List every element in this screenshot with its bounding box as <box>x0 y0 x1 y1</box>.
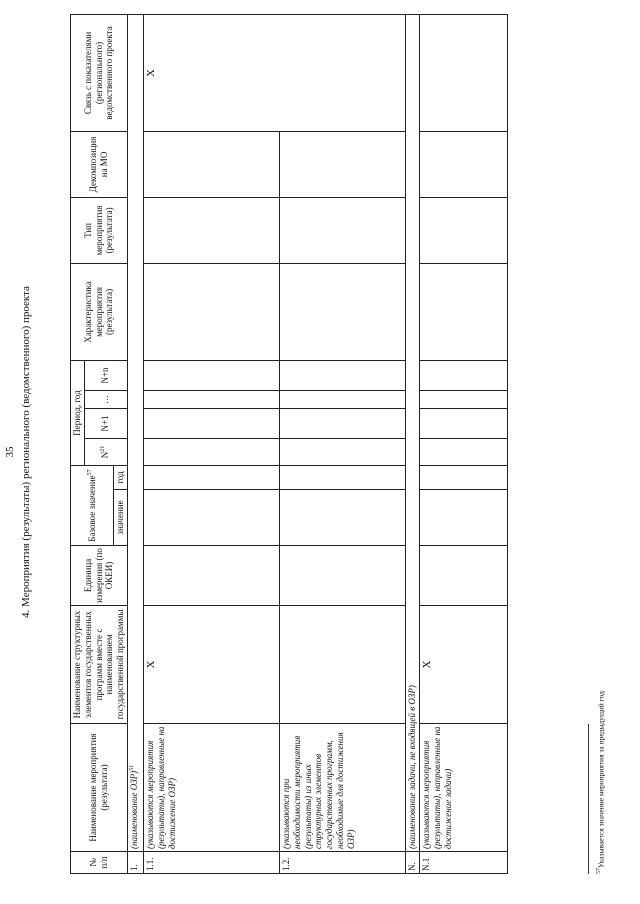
cell-empty <box>143 263 279 360</box>
table-row-1-2 <box>279 14 405 873</box>
cell-x-mark: Х <box>143 606 279 724</box>
cell-empty <box>419 466 507 490</box>
cell-num: 1.1. <box>143 852 279 874</box>
cell-empty <box>279 439 405 466</box>
header-base-year: год <box>114 466 128 490</box>
cell-num: N.1 <box>419 852 507 874</box>
ozr-title-note: 51 <box>128 764 135 771</box>
header-base-note: 57 <box>86 469 93 476</box>
cell-empty <box>279 409 405 439</box>
cell-empty <box>279 197 405 263</box>
header-base <box>71 466 114 546</box>
footnote-mark: 57 <box>596 868 602 874</box>
cell-empty <box>419 360 507 390</box>
table-row-n-1 <box>419 14 507 873</box>
header-n1: N+1 <box>84 409 127 439</box>
cell-empty <box>143 391 279 409</box>
footnote-text: Указывается значение мероприятия за предыдущий год <box>596 691 606 868</box>
header-decomposition: Декомпозиция на МО <box>71 131 128 197</box>
cell-num: N. <box>405 852 419 874</box>
cell-empty <box>143 197 279 263</box>
cell-empty <box>279 360 405 390</box>
header-row-1 <box>71 14 85 873</box>
cell-task-title: (наименование задачи, не входящей в ОЗР) <box>405 14 419 851</box>
header-num: № п/п <box>71 852 128 874</box>
header-dots: … <box>84 391 127 409</box>
cell-empty <box>143 546 279 606</box>
cell-empty <box>279 466 405 490</box>
ozr-title-text: (наименование ОЗР) <box>128 770 139 849</box>
cell-empty <box>419 131 507 197</box>
cell-empty <box>279 606 405 724</box>
cell-empty <box>143 360 279 390</box>
cell-empty <box>419 546 507 606</box>
cell-empty <box>419 391 507 409</box>
header-unit: Единица измерения (по ОКЕИ) <box>71 546 128 606</box>
footnote <box>596 691 606 874</box>
cell-num: 1. <box>127 852 143 874</box>
cell-x-mark: Х <box>419 606 507 724</box>
cell-empty <box>279 546 405 606</box>
cell-empty <box>143 439 279 466</box>
cell-measure: (указываются мероприятия (результаты), направленные на достижение задачи) <box>419 724 507 852</box>
header-period: Период, год <box>71 360 85 465</box>
cell-empty <box>279 391 405 409</box>
table-row-1 <box>127 14 143 873</box>
cell-empty <box>143 490 279 546</box>
header-name: Наименование мероприятия (результата) <box>71 724 128 852</box>
cell-empty <box>419 263 507 360</box>
header-characteristic: Характеристика мероприятия (результата) <box>71 263 128 360</box>
page-number: 35 <box>4 446 16 458</box>
header-nn: N+n <box>84 360 127 390</box>
cell-empty <box>419 14 507 131</box>
cell-measure: (указываются мероприятия (результаты), направленные на достижение ОЗР) <box>143 724 279 852</box>
cell-empty <box>143 131 279 197</box>
cell-num: 1.2. <box>279 852 405 874</box>
cell-empty <box>279 263 405 360</box>
table-row-n <box>405 14 419 873</box>
cell-ozr-title <box>127 14 143 851</box>
section-title: 4. Мероприятия (результаты) регионального (ведомственного) проекта <box>20 286 32 618</box>
table-row-1-1 <box>143 14 279 873</box>
cell-empty <box>143 409 279 439</box>
header-link: Связь с показателями (регионального) ведомственного проекта <box>71 14 128 131</box>
cell-empty <box>279 490 405 546</box>
header-n <box>84 439 127 466</box>
header-base-label: Базовое значение <box>86 475 97 542</box>
header-type: Тип мероприятия (результата) <box>71 197 128 263</box>
cell-empty <box>419 197 507 263</box>
header-base-value: значение <box>114 490 128 546</box>
header-n-label: N <box>100 451 111 459</box>
measures-table <box>70 14 508 874</box>
cell-empty <box>419 439 507 466</box>
footnote-divider <box>588 724 589 874</box>
cell-empty <box>419 490 507 546</box>
cell-empty <box>279 131 405 197</box>
header-n-note: 21 <box>100 445 107 452</box>
cell-empty <box>143 466 279 490</box>
cell-measure: (указываются при необходимости мероприятия (результаты) из иных структурных элементов государственных программ, необходимые для достижения ОЗР) <box>279 724 405 852</box>
cell-empty <box>419 409 507 439</box>
header-structural: Наименование структурных элементов государственных программ вместе с наименованием государственной программы <box>71 606 128 724</box>
cell-x-mark-link: Х <box>143 14 405 131</box>
